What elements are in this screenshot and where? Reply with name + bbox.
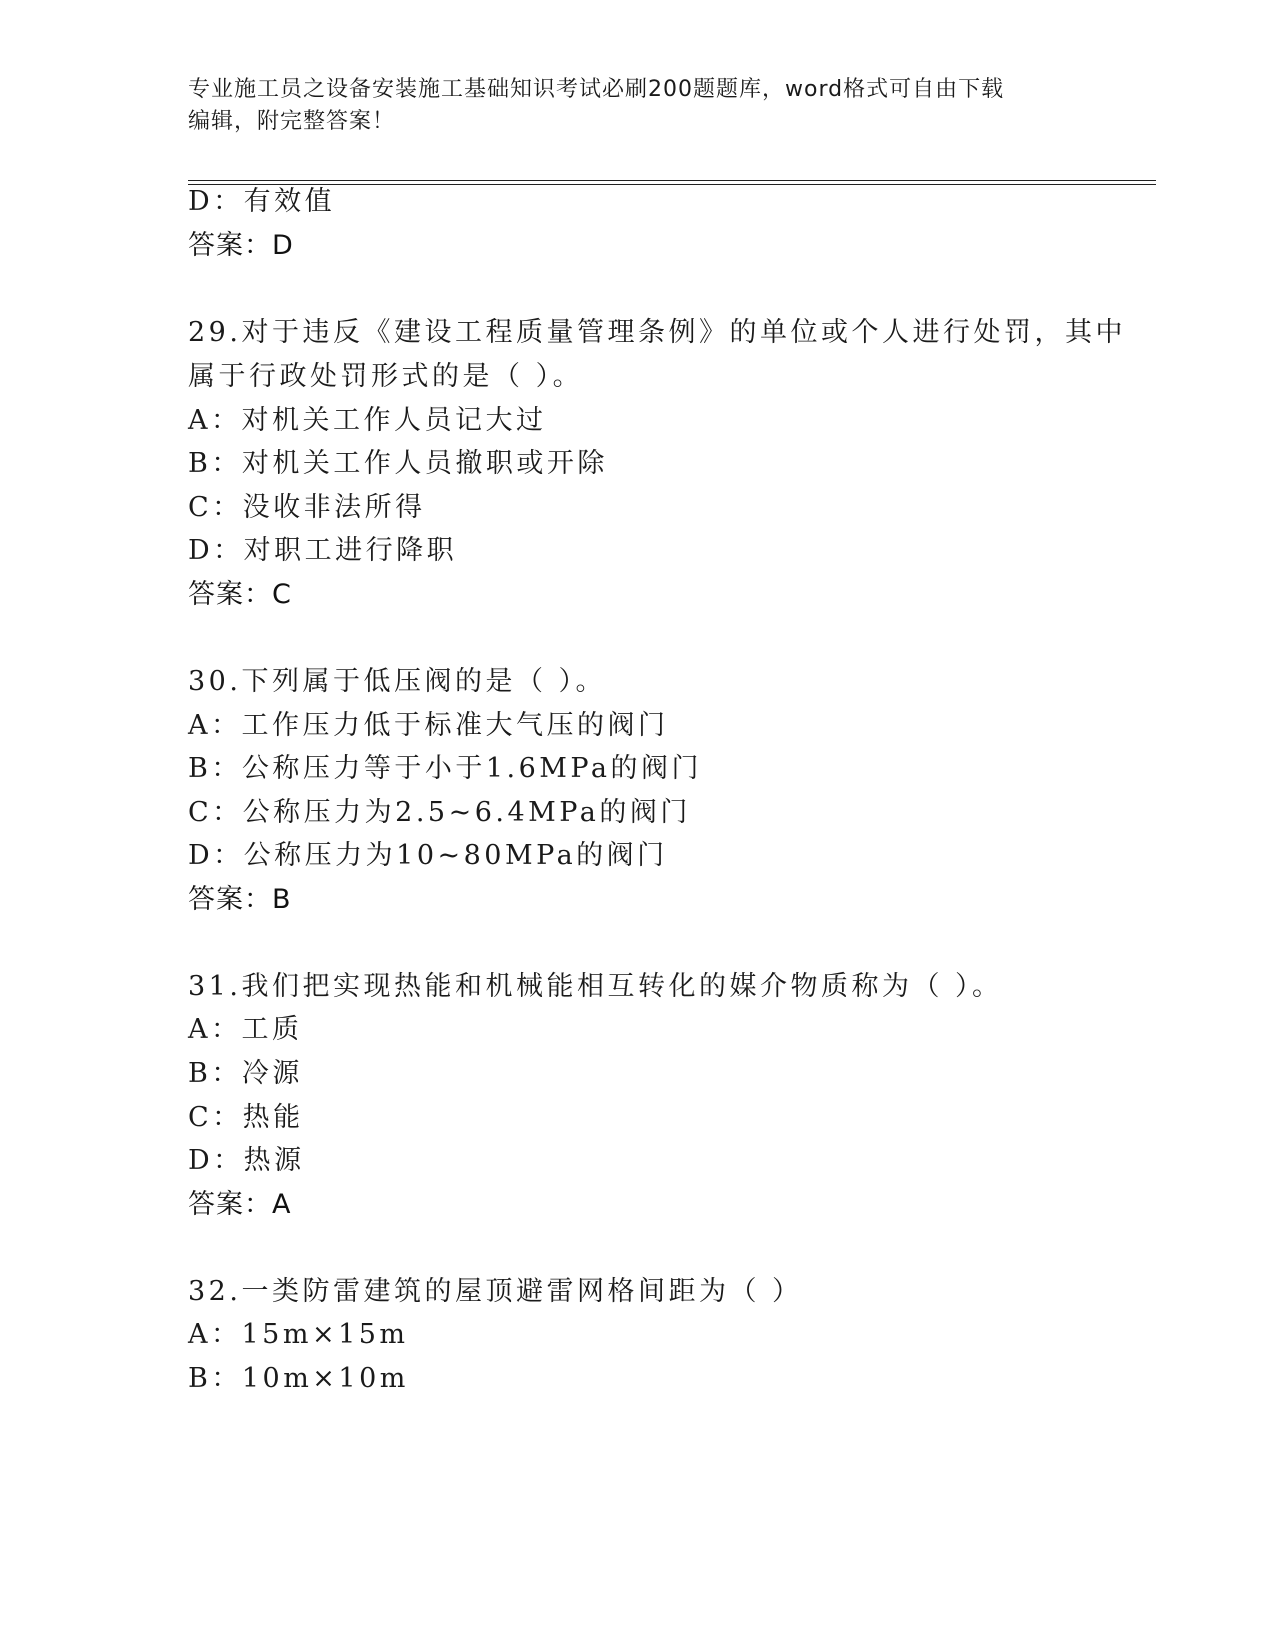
prev-question-option-d: D：有效值 bbox=[188, 186, 336, 217]
q32-option-a: A：15m×15m bbox=[188, 1319, 409, 1350]
header-divider-bottom bbox=[188, 184, 1156, 185]
document-header bbox=[188, 74, 1088, 138]
q31-option-a: A：工质 bbox=[188, 1014, 303, 1045]
header-divider-top bbox=[188, 180, 1156, 181]
q29-option-a: A：对机关工作人员记大过 bbox=[188, 405, 547, 436]
q29-stem-line-2: 属于行政处罚形式的是（ ）。 bbox=[188, 361, 584, 392]
q31-answer: 答案：A bbox=[188, 1189, 292, 1220]
prev-question-answer: 答案：D bbox=[188, 230, 294, 261]
q31-option-d: D：热源 bbox=[188, 1145, 305, 1176]
q31-option-c: C：热能 bbox=[188, 1102, 304, 1133]
q29-option-d: D：对职工进行降职 bbox=[188, 535, 458, 566]
q29-stem-line-1: 29.对于违反《建设工程质量管理条例》的单位或个人进行处罚，其中 bbox=[188, 317, 1126, 348]
q30-option-c: C：公称压力为2.5~6.4MPa的阀门 bbox=[188, 797, 691, 828]
q31-stem-line-1: 31.我们把实现热能和机械能相互转化的媒介物质称为（ ）。 bbox=[188, 971, 1003, 1002]
q30-option-a: A：工作压力低于标准大气压的阀门 bbox=[188, 710, 669, 741]
q29-answer: 答案：C bbox=[188, 579, 292, 610]
q29-option-b: B：对机关工作人员撤职或开除 bbox=[188, 448, 608, 479]
header-line-1: 专业施工员之设备安装施工基础知识考试必刷200题题库，word格式可自由下载 bbox=[188, 77, 1005, 102]
q29-option-c: C：没收非法所得 bbox=[188, 492, 426, 523]
header-line-2: 编辑，附完整答案！ bbox=[188, 109, 396, 134]
q30-answer: 答案：B bbox=[188, 884, 292, 915]
q32-stem-line-1: 32.一类防雷建筑的屋顶避雷网格间距为（ ） bbox=[188, 1276, 803, 1307]
q30-option-d: D：公称压力为10~80MPa的阀门 bbox=[188, 840, 668, 871]
q30-option-b: B：公称压力等于小于1.6MPa的阀门 bbox=[188, 753, 702, 784]
q31-option-b: B：冷源 bbox=[188, 1058, 303, 1089]
q32-option-b: B：10m×10m bbox=[188, 1363, 409, 1394]
q30-stem-line-1: 30.下列属于低压阀的是（ ）。 bbox=[188, 666, 607, 697]
